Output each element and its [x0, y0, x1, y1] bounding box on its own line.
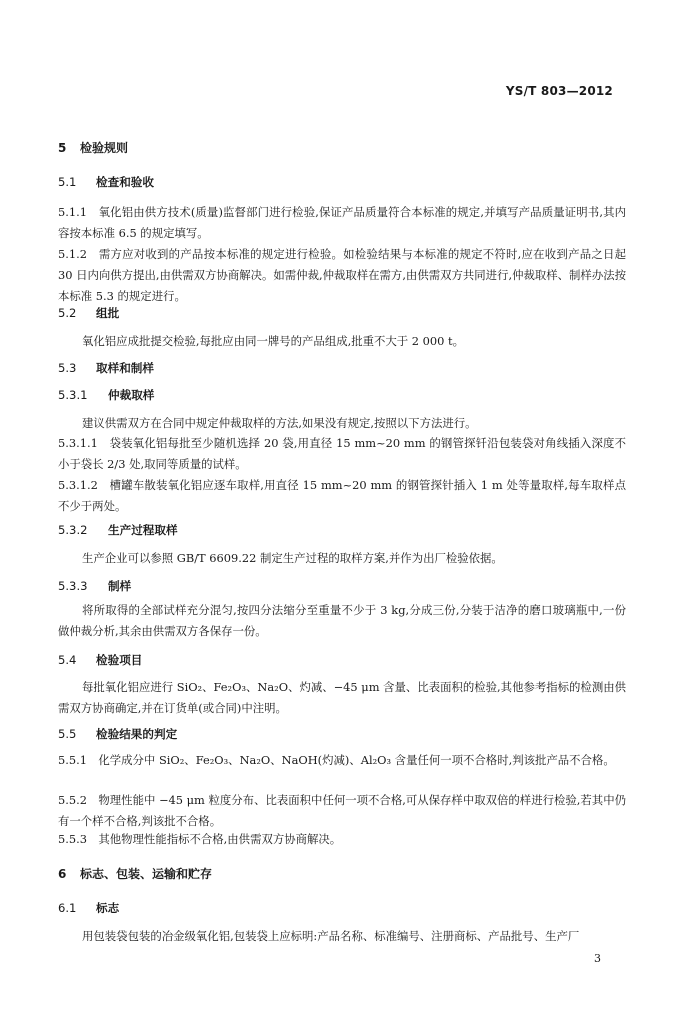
section-number: 5.3.1	[58, 388, 88, 402]
section-5-3-heading	[58, 358, 626, 379]
section-number: 5.5	[58, 727, 77, 741]
section-number: 5.1	[58, 175, 77, 189]
section-title: 检验项目	[96, 653, 143, 667]
section-number: 5.4	[58, 653, 77, 667]
section-number: 5.3.3	[58, 579, 88, 593]
clause-5-3-1-1: 5.3.1.1 袋装氧化铝每批至少随机选择 20 袋,用直径 15 mm~20 mm 的钢管探钎沿包装袋对角线插入深度不小于袋长 2/3 处,取同等质量的试样。	[58, 436, 626, 471]
section-number: 5.3.2	[58, 523, 88, 537]
clause-5-4-text: 每批氧化铝应进行 SiO₂、Fe₂O₃、Na₂O、灼减、−45 μm 含量、比表面积的检验,其他参考指标的检测由供需双方协商确定,并在订货单(或合同)中注明。	[58, 680, 626, 715]
page-number: 3	[594, 952, 601, 965]
clause-5-3-1-2: 5.3.1.2 槽罐车散装氧化铝应逐车取样,用直径 15 mm~20 mm 的钢管探针插入 1 m 处等量取样,每车取样点不少于两处。	[58, 478, 626, 513]
section-6-1-heading	[58, 898, 626, 919]
section-title: 检查和验收	[96, 175, 154, 189]
section-title: 制样	[108, 579, 132, 593]
clause-5-1-1: 5.1.1 氧化铝由供方技术(质量)监督部门进行检验,保证产品质量符合本标准的规定,并填写产品质量证明书,其内容按本标准 6.5 的规定填写。	[58, 205, 626, 240]
clause-6-1-text: 用包装袋包装的冶金级氧化铝,包装袋上应标明:产品名称、标准编号、注册商标、产品批号、生产厂	[82, 929, 580, 943]
section-number: 5.3	[58, 361, 77, 375]
section-6-heading	[58, 864, 626, 885]
section-5-heading	[58, 138, 626, 159]
clause-5-3-1-text: 建议供需双方在合同中规定仲裁取样的方法,如果没有规定,按照以下方法进行。	[82, 416, 477, 430]
section-number: 5.2	[58, 306, 77, 320]
section-5-4-heading	[58, 650, 626, 671]
standard-code: YS/T 803—2012	[505, 84, 613, 98]
clause-5-5-1: 5.5.1 化学成分中 SiO₂、Fe₂O₃、Na₂O、NaOH(灼减)、Al₂O₃ 含量任何一项不合格时,判该批产品不合格。	[58, 753, 615, 767]
clause-5-5-2: 5.5.2 物理性能中 −45 μm 粒度分布、比表面积中任何一项不合格,可从保存样中取双倍的样进行检验,若其中仍有一个样不合格,判该批不合格。	[58, 793, 626, 828]
section-5-3-3-heading	[58, 576, 626, 597]
section-title: 生产过程取样	[108, 523, 178, 537]
section-number: 6.1	[58, 901, 77, 915]
section-title: 取样和制样	[96, 361, 154, 375]
section-number: 6	[58, 867, 67, 881]
section-title: 检验规则	[80, 141, 129, 155]
clause-5-5-3: 5.5.3 其他物理性能指标不合格,由供需双方协商解决。	[58, 832, 342, 846]
section-5-5-heading	[58, 724, 626, 745]
clause-5-3-2-text: 生产企业可以参照 GB/T 6609.22 制定生产过程的取样方案,并作为出厂检验依据。	[82, 551, 503, 565]
section-title: 检验结果的判定	[96, 727, 178, 741]
section-number: 5	[58, 141, 67, 155]
section-title: 仲裁取样	[108, 388, 155, 402]
clause-5-1-2: 5.1.2 需方应对收到的产品按本标准的规定进行检验。如检验结果与本标准的规定不符时,应在收到产品之日起 30 日内向供方提出,由供需双方协商解决。如需仲裁,仲裁取样在需方,由供需双方共同进行,仲裁取样、制样办法按本标准 5.3 的规定进行。	[58, 247, 626, 303]
section-5-3-1-heading	[58, 385, 626, 406]
section-title: 标志	[96, 901, 120, 915]
section-5-3-2-heading	[58, 520, 626, 541]
section-title: 组批	[96, 306, 120, 320]
clause-5-2-text: 氧化铝应成批提交检验,每批应由同一牌号的产品组成,批重不大于 2 000 t。	[82, 334, 464, 348]
section-5-2-heading	[58, 303, 626, 324]
clause-5-3-3-text: 将所取得的全部试样充分混匀,按四分法缩分至重量不少于 3 kg,分成三份,分装于洁净的磨口玻璃瓶中,一份做仲裁分析,其余由供需双方各保存一份。	[58, 603, 626, 638]
section-5-1-heading	[58, 172, 626, 193]
section-title: 标志、包装、运输和贮存	[80, 867, 213, 881]
